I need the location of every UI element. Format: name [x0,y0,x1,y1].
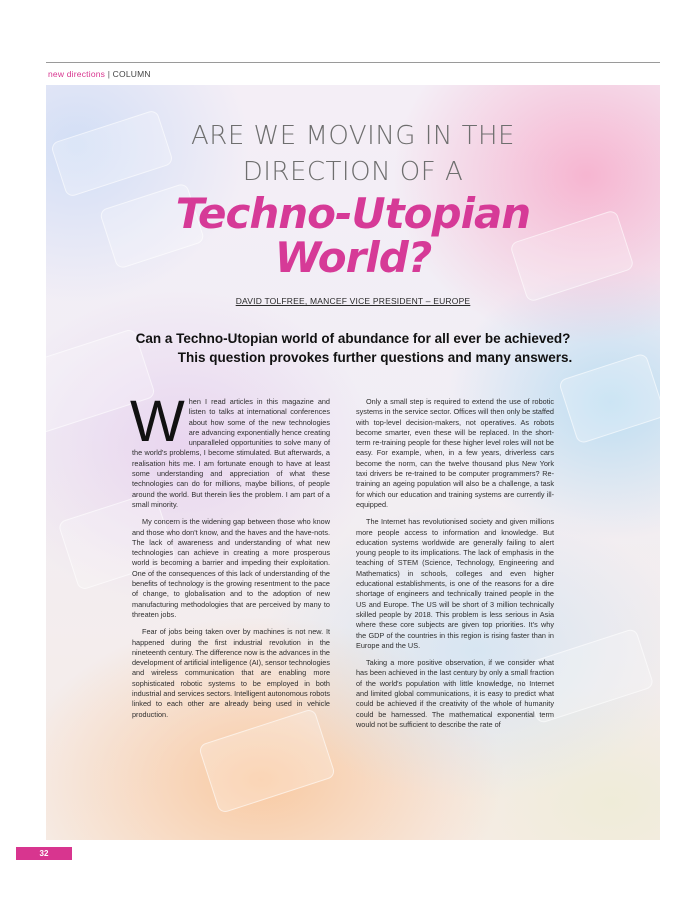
title-line-3: Techno-Utopian [175,189,531,238]
column-label: COLUMN [112,69,151,79]
section-label [48,69,151,79]
header-rule [46,62,660,63]
page-number: 32 [16,847,72,860]
section-name: new directions [48,69,106,79]
standfirst [46,329,660,367]
title-line-2: DIRECTION OF A [242,157,464,187]
drop-cap: W [130,389,185,454]
article-paragraph: Taking a more positive observation, if we consider what has been achieved in the last century by only a small fraction of the world's population with little knowledge, no Internet and limited global communications, it is easy to predict what could be achieved if the creativity of the whole of humanity could be harnessed. The mathematical exponential term would not be sufficient to describe the rate of [356,658,554,729]
article-paragraph: Only a small step is required to extend the use of robotic systems in the service sector. Offices will then only be staffed with top-level decision-makers, not operatives. As robots become smarter, even these will be replaced. In the short-term re-training people for these higher level roles will not be easy. For example, when, in a few years, driverless cars become the norm, can the twelve thousand plus New York taxi drivers be re-trained to be computer programmers? Re-training an ageing population will also be a challenge, a task for which our education and training systems are currently ill-equipped. [356,397,554,509]
standfirst-line-2: This question provokes further questions and many answers. [177,350,573,365]
article-paragraph: My concern is the widening gap between those who know and those who don't know, and the haves and the have-nots. The lack of awareness and understanding of what new technologies can achieve in creating a more prosperous world is becoming a barrier and impeding their exploitation. One of the consequences of this lack of understanding of the benefits of technology is the growing resentment to the pace of change, to globalisation and to the adoption of new manufacturing methodologies that are perceived by many to threaten jobs. [132,517,330,619]
article-paragraph: The Internet has revolutionised society and given millions more people access to information and knowledge. But education systems worldwide are generally failing to alert young people to its implications. The lack of emphasis in the teaching of STEM (Science, Technology, Engineering and Mathematics) in schools, colleges and even higher educational establishments, is one of the reasons for a dire shortage of engineers and technically trained people in the US and Europe. The US will be short of 3 million technically skilled people by 2018. This problem is less serious in Asia where these core subjects are given top priorities. It's why the GDP of the countries in this region is rising faster than in Europe and the US. [356,517,554,650]
standfirst-line-1: Can a Techno-Utopian world of abundance for all ever be achieved? [135,331,571,346]
article-paragraph: When I read articles in this magazine and listen to talks at international conferences about how some of the new technologies are advancing exponentially hence creating unparalleled opportunities to solve many of the world's problems, I become stimulated. But afterwards, a realisation hits me. I am fortunate enough to have at least some understanding and appreciation of what these technologies can do for millions, maybe billions, of people around the world. But therein lies the problem. I am part of a small minority. [130,389,330,509]
article-panel [46,85,660,840]
article-column-2 [356,397,554,737]
title-line-1: ARE WE MOVING IN THE [191,121,515,151]
section-separator: | [105,69,113,79]
article-paragraph: Fear of jobs being taken over by machines is not new. It happened during the first industrial revolution in the nineteenth century. The difference now is the advances in the development of artificial intelligence (AI), sensor technologies and wireless communication that are enabling more sophisticated robotic systems to be employed in both industrial and services sectors. Intelligent autonomous robots linked to each other are already being used in vehicle production. [132,627,330,719]
article-column-1 [130,389,330,727]
byline [46,296,660,306]
title-line-4: World? [274,233,432,282]
author-credit: DAVID TOLFREE, MANCEF VICE PRESIDENT – EUROPE [235,296,471,306]
